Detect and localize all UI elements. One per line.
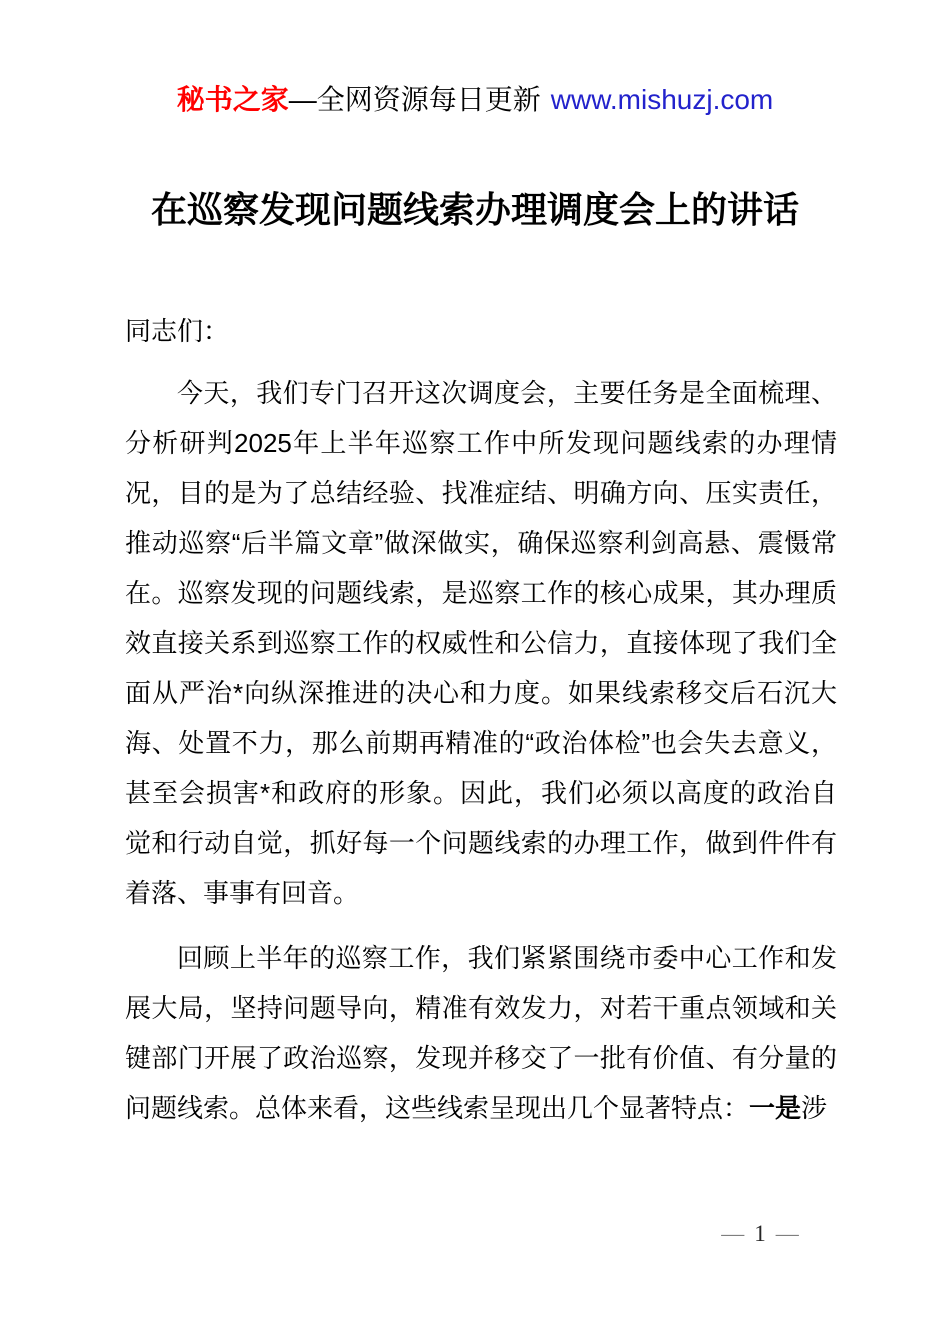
salutation: 同志们：: [125, 316, 230, 346]
paragraph-2-emphasis: 一是: [749, 1093, 802, 1123]
footer-dash-left: —: [721, 1221, 745, 1246]
paragraph-2-tail: 涉: [801, 1093, 828, 1123]
site-name: 秘书之家: [176, 84, 289, 115]
body-paragraph-1: 今天，我们专门召开这次调度会，主要任务是全面梳理、分析研判2025年上半年巡察工作中所发现问题线索的办理情况，目的是为了总结经验、找准症结、明确方向、压实责任，推动巡察“后半篇文章”做深做实，确保巡察利剑高悬、震慑常在。巡察发现的问题线索，是巡察工作的核心成果，其办理质效直接关系到巡察工作的权威性和公信力，直接体现了我们全面从严治*向纵深推进的决心和力度。如果线索移交后石沉大海、处置不力，那么前期再精准的“政治体检”也会失去意义，甚至会损害*和政府的形象。因此，我们必须以高度的政治自觉和行动自觉，抓好每一个问题线索的办理工作，做到件件有着落、事事有回音。: [125, 378, 837, 908]
footer-dash-right: —: [775, 1221, 799, 1246]
paragraph-2-lead: 回顾上半年的巡察工作，我们紧紧围绕市委中心工作和发展大局，坚持问题导向，精准有效发力，对若干重点领域和关键部门开展了政治巡察，发现并移交了一批有价值、有分量的问题线索。总体来看，这些线索呈现出几个显著特点：: [125, 943, 837, 1123]
site-url-link[interactable]: www.mishuzj.com: [550, 84, 774, 115]
body-paragraph-2: [125, 933, 837, 1133]
page-number: 1: [754, 1221, 766, 1246]
site-header-banner: [0, 82, 950, 118]
site-tagline: —全网资源每日更新: [288, 84, 541, 115]
document-body: [125, 306, 837, 1148]
document-title: 在巡察发现问题线索办理调度会上的讲话: [150, 189, 799, 230]
page-footer: [698, 1218, 822, 1249]
